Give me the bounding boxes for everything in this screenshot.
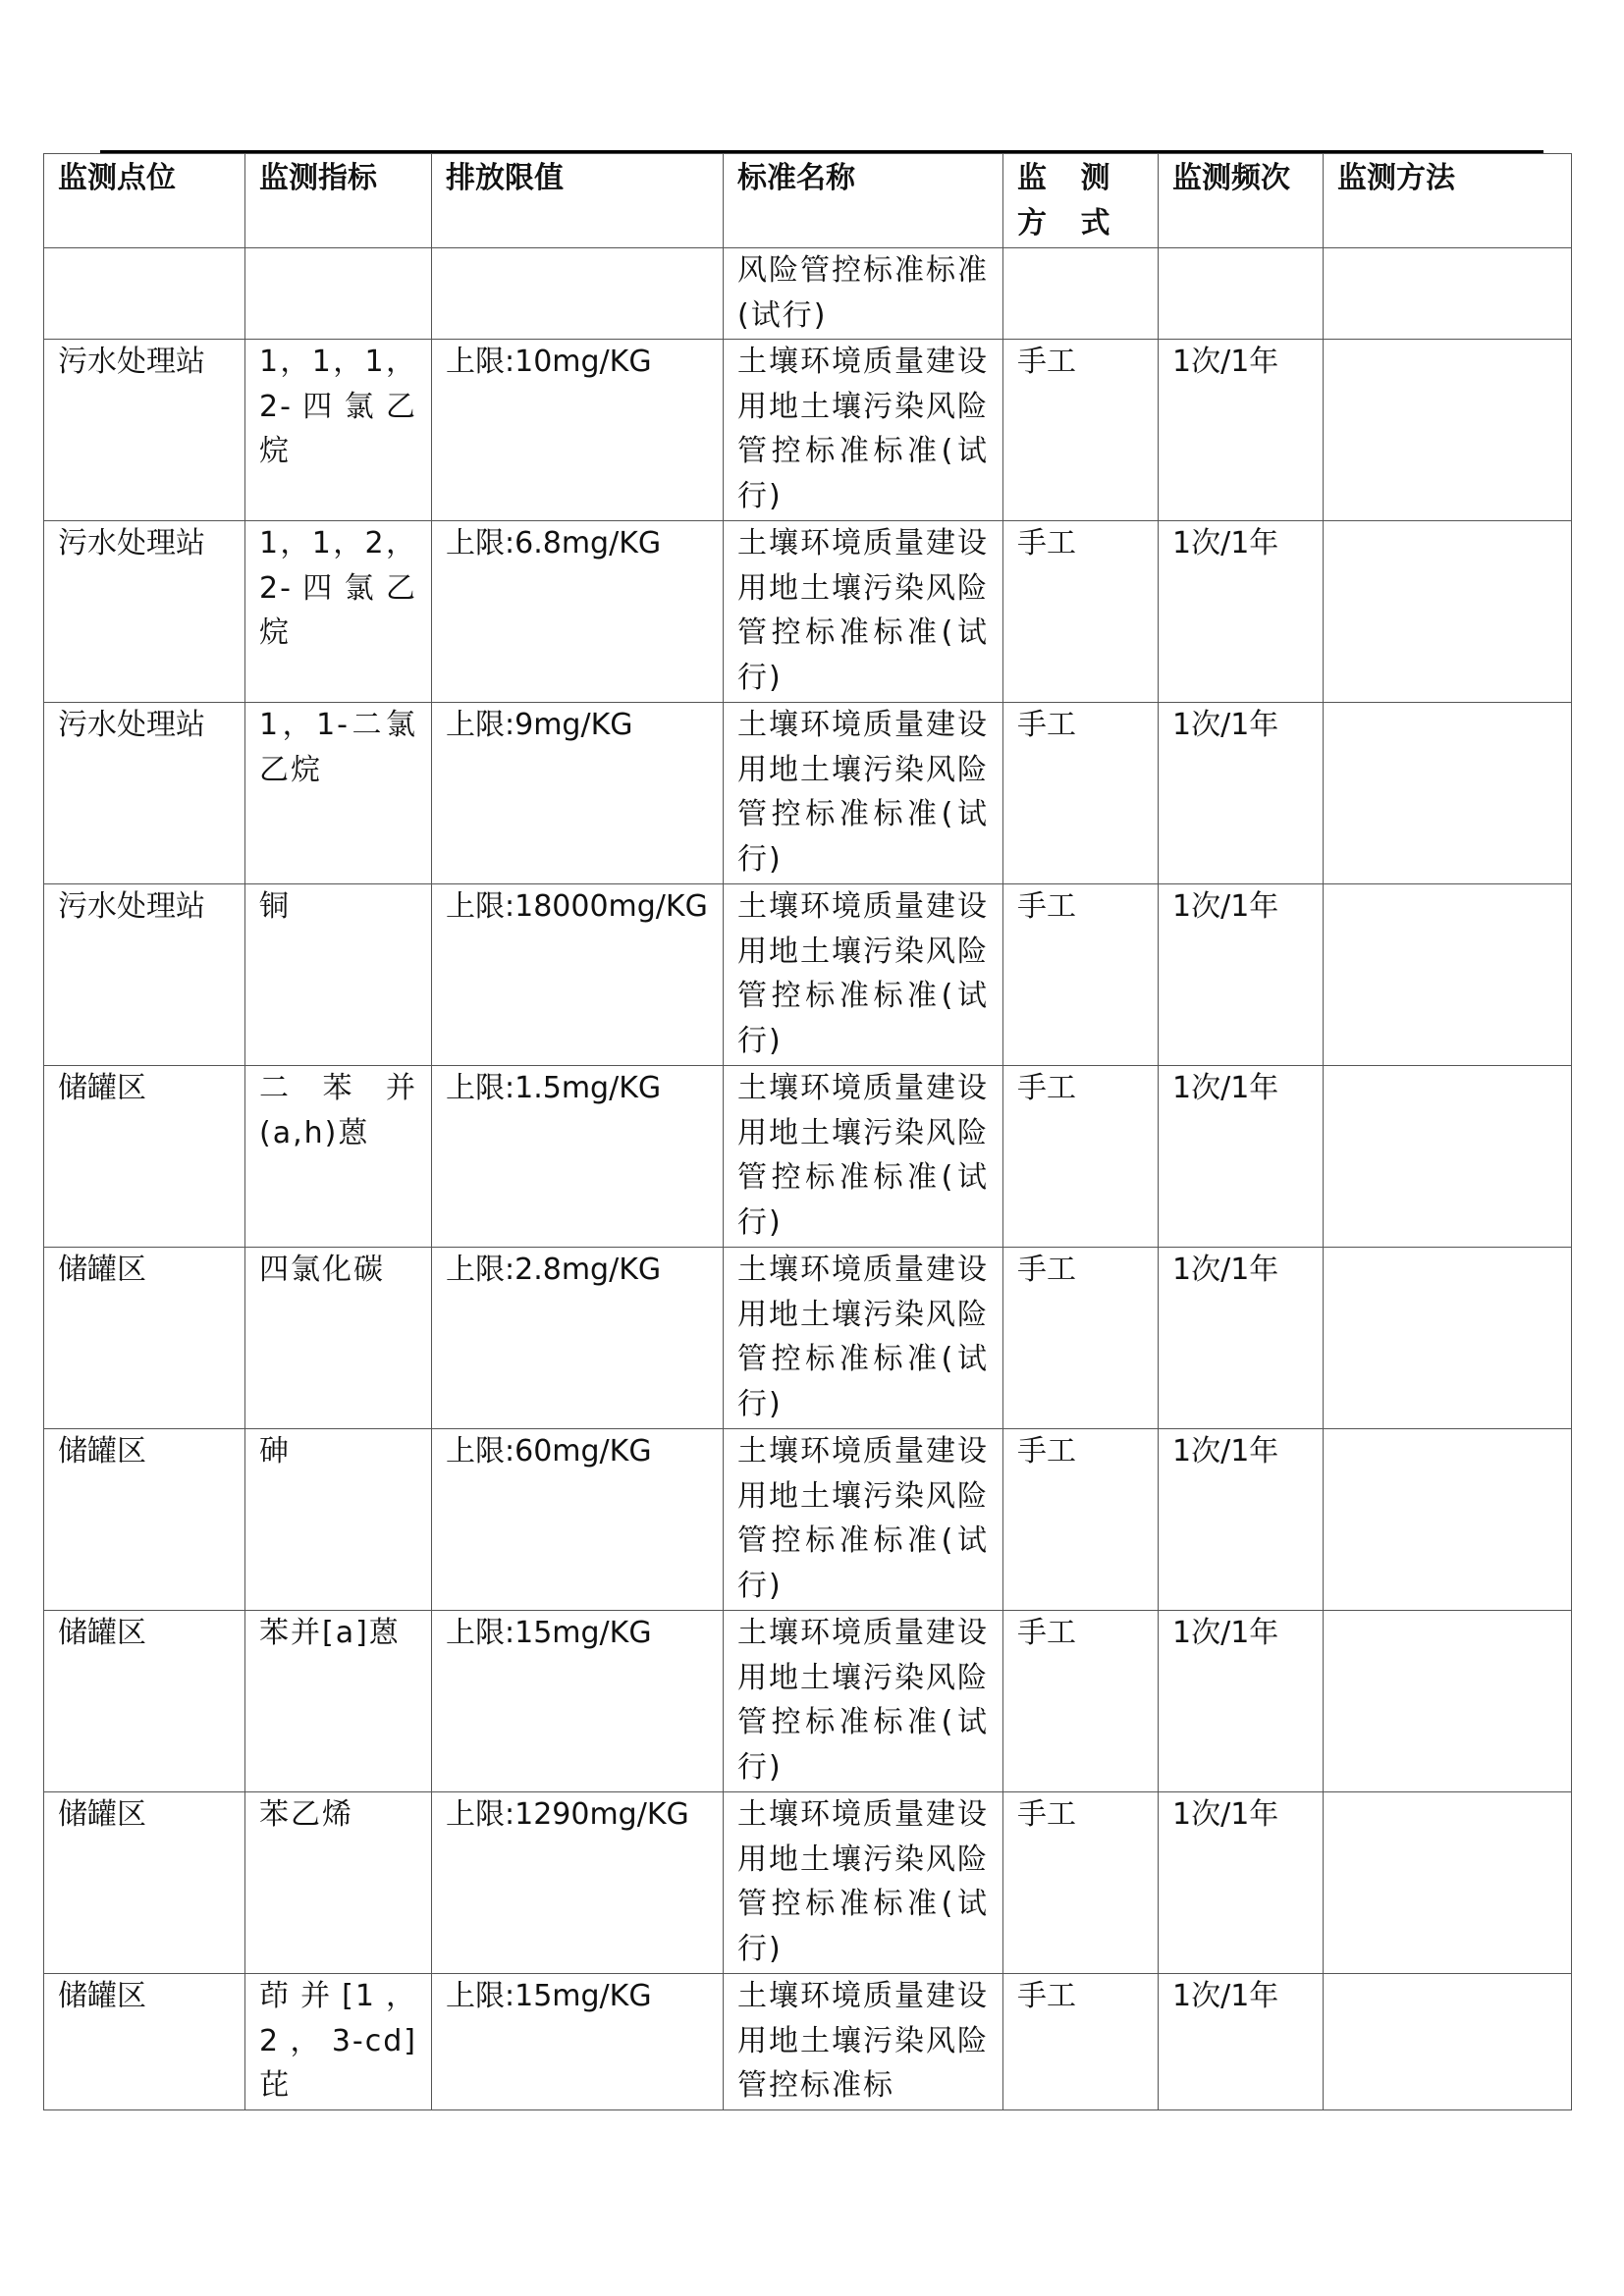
table-row — [44, 884, 1572, 1066]
cell-frequency: 1次/1年 — [1159, 1429, 1324, 1611]
table-body — [44, 248, 1572, 2110]
cell-frequency: 1次/1年 — [1159, 1611, 1324, 1792]
cell-point: 储罐区 — [44, 1974, 245, 2110]
cell-indicator: 铜 — [245, 884, 432, 1066]
cell-indicator: 苯并[a]蒽 — [245, 1611, 432, 1792]
table-row — [44, 1974, 1572, 2110]
cell-mode: 手工 — [1003, 521, 1159, 703]
cell-method — [1324, 248, 1572, 340]
cell-point: 污水处理站 — [44, 703, 245, 884]
cell-frequency: 1次/1年 — [1159, 1066, 1324, 1248]
cell-point — [44, 248, 245, 340]
cell-indicator: 1，1，1，2-四氯乙烷 — [245, 340, 432, 521]
cell-point: 储罐区 — [44, 1611, 245, 1792]
cell-method — [1324, 703, 1572, 884]
header-mode: 监 测 方 式 — [1003, 154, 1159, 248]
cell-method — [1324, 340, 1572, 521]
cell-mode: 手工 — [1003, 340, 1159, 521]
cell-limit: 上限:15mg/KG — [432, 1611, 724, 1792]
cell-method — [1324, 1611, 1572, 1792]
cell-method — [1324, 521, 1572, 703]
table-row — [44, 1066, 1572, 1248]
cell-standard: 土壤环境质量建设用地土壤污染风险管控标准标准(试行) — [724, 1429, 1003, 1611]
cell-frequency: 1次/1年 — [1159, 340, 1324, 521]
cell-mode: 手工 — [1003, 884, 1159, 1066]
table-header — [44, 154, 1572, 248]
cell-method — [1324, 884, 1572, 1066]
header-limit: 排放限值 — [432, 154, 724, 248]
cell-method — [1324, 1429, 1572, 1611]
cell-limit: 上限:9mg/KG — [432, 703, 724, 884]
cell-standard: 土壤环境质量建设用地土壤污染风险管控标准标准(试行) — [724, 1066, 1003, 1248]
cell-frequency: 1次/1年 — [1159, 521, 1324, 703]
cell-frequency: 1次/1年 — [1159, 1248, 1324, 1429]
cell-indicator — [245, 248, 432, 340]
cell-indicator: 1，1-二氯乙烷 — [245, 703, 432, 884]
cell-standard: 土壤环境质量建设用地土壤污染风险管控标准标准(试行) — [724, 1611, 1003, 1792]
cell-point: 储罐区 — [44, 1792, 245, 1974]
cell-limit: 上限:1290mg/KG — [432, 1792, 724, 1974]
cell-mode: 手工 — [1003, 1066, 1159, 1248]
cell-frequency: 1次/1年 — [1159, 1974, 1324, 2110]
cell-frequency: 1次/1年 — [1159, 703, 1324, 884]
cell-limit: 上限:10mg/KG — [432, 340, 724, 521]
cell-point: 污水处理站 — [44, 340, 245, 521]
table-row — [44, 521, 1572, 703]
table-row — [44, 703, 1572, 884]
cell-limit: 上限:1.5mg/KG — [432, 1066, 724, 1248]
cell-method — [1324, 1066, 1572, 1248]
cell-point: 储罐区 — [44, 1066, 245, 1248]
cell-standard: 土壤环境质量建设用地土壤污染风险管控标准标准(试行) — [724, 1248, 1003, 1429]
table-row — [44, 1248, 1572, 1429]
header-standard: 标准名称 — [724, 154, 1003, 248]
cell-standard: 风险管控标准标准(试行) — [724, 248, 1003, 340]
cell-indicator: 茚并[1，2，3-cd]芘 — [245, 1974, 432, 2110]
cell-frequency: 1次/1年 — [1159, 884, 1324, 1066]
header-point: 监测点位 — [44, 154, 245, 248]
header-frequency: 监测频次 — [1159, 154, 1324, 248]
table-row — [44, 1611, 1572, 1792]
cell-standard: 土壤环境质量建设用地土壤污染风险管控标准标准(试行) — [724, 340, 1003, 521]
cell-method — [1324, 1792, 1572, 1974]
cell-frequency: 1次/1年 — [1159, 1792, 1324, 1974]
cell-limit — [432, 248, 724, 340]
cell-mode — [1003, 248, 1159, 340]
cell-point: 污水处理站 — [44, 884, 245, 1066]
cell-standard: 土壤环境质量建设用地土壤污染风险管控标准标 — [724, 1974, 1003, 2110]
cell-limit: 上限:6.8mg/KG — [432, 521, 724, 703]
table-row-continued — [44, 248, 1572, 340]
cell-standard: 土壤环境质量建设用地土壤污染风险管控标准标准(试行) — [724, 884, 1003, 1066]
header-row — [44, 154, 1572, 248]
cell-mode: 手工 — [1003, 1611, 1159, 1792]
cell-limit: 上限:18000mg/KG — [432, 884, 724, 1066]
cell-limit: 上限:60mg/KG — [432, 1429, 724, 1611]
header-method: 监测方法 — [1324, 154, 1572, 248]
cell-frequency — [1159, 248, 1324, 340]
cell-standard: 土壤环境质量建设用地土壤污染风险管控标准标准(试行) — [724, 521, 1003, 703]
cell-limit: 上限:2.8mg/KG — [432, 1248, 724, 1429]
table-row — [44, 340, 1572, 521]
cell-mode: 手工 — [1003, 1974, 1159, 2110]
cell-standard: 土壤环境质量建设用地土壤污染风险管控标准标准(试行) — [724, 703, 1003, 884]
cell-mode: 手工 — [1003, 703, 1159, 884]
table-row — [44, 1429, 1572, 1611]
cell-indicator: 苯乙烯 — [245, 1792, 432, 1974]
cell-indicator: 砷 — [245, 1429, 432, 1611]
cell-indicator: 四氯化碳 — [245, 1248, 432, 1429]
cell-indicator: 1，1，2，2-四氯乙烷 — [245, 521, 432, 703]
cell-point: 储罐区 — [44, 1429, 245, 1611]
cell-point: 污水处理站 — [44, 521, 245, 703]
cell-method — [1324, 1248, 1572, 1429]
cell-indicator: 二苯并(a,h)蒽 — [245, 1066, 432, 1248]
header-indicator: 监测指标 — [245, 154, 432, 248]
cell-mode: 手工 — [1003, 1792, 1159, 1974]
cell-mode: 手工 — [1003, 1429, 1159, 1611]
cell-limit: 上限:15mg/KG — [432, 1974, 724, 2110]
cell-point: 储罐区 — [44, 1248, 245, 1429]
cell-standard: 土壤环境质量建设用地土壤污染风险管控标准标准(试行) — [724, 1792, 1003, 1974]
cell-mode: 手工 — [1003, 1248, 1159, 1429]
cell-method — [1324, 1974, 1572, 2110]
table-row — [44, 1792, 1572, 1974]
monitoring-table — [43, 153, 1572, 2110]
